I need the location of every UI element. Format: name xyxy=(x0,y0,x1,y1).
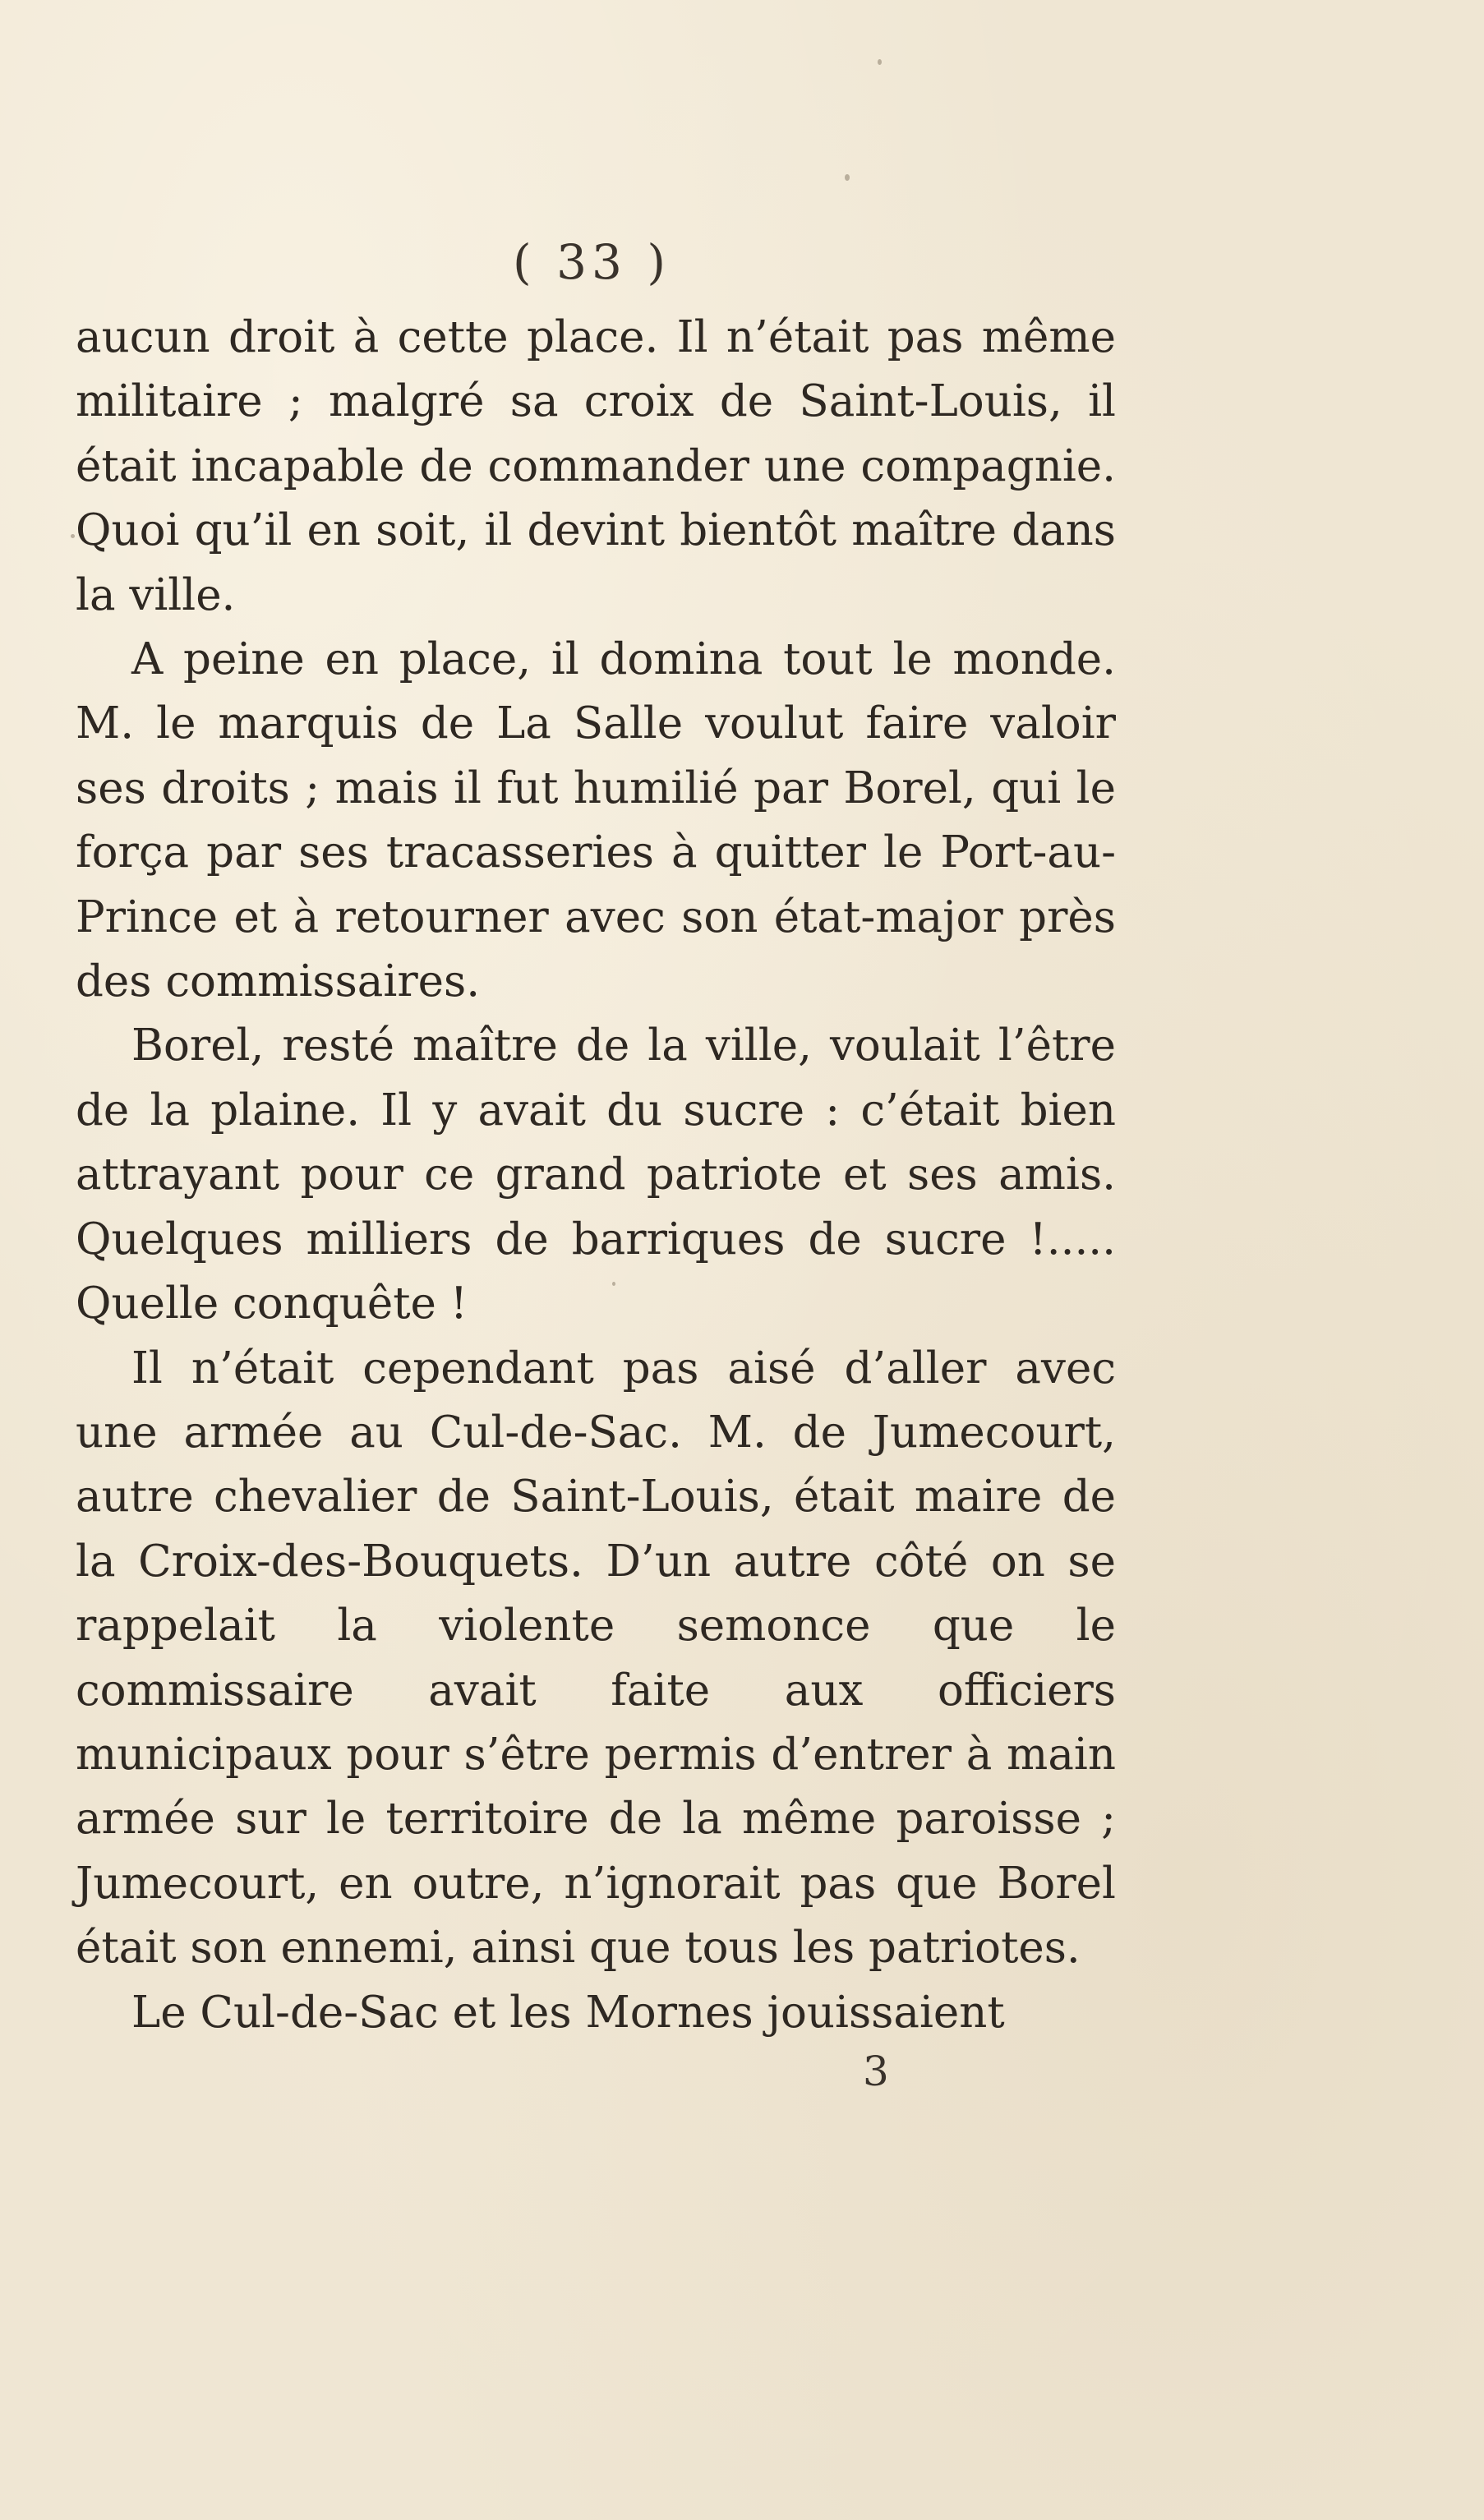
paragraph: A peine en place, il domina tout le monde. M. le marquis de La Salle voulut faire valoir ses droits ; mais il fut humilié par Borel, qui le força par ses tracasseries à quitter le Port-au-Prince et à retourner avec son état-major près des commissaires. xyxy=(76,634,1116,1007)
paragraph: Borel, resté maître de la ville, voulait l’être de la plaine. Il y avait du sucre : c’était bien attrayant pour ce grand patriote et ses amis. Quelques milliers de barriques de sucre !..... Quelle conquête ! xyxy=(76,1020,1116,1329)
page-number: ( 33 ) xyxy=(513,234,671,290)
paragraph: aucun droit à cette place. Il n’était pas même militaire ; malgré sa croix de Saint-Louis, il était incapable de commander une compagnie. Quoi qu’il en soit, il devint bientôt maître dans la ville. xyxy=(76,312,1116,620)
paper-speck xyxy=(878,59,882,65)
paper-speck xyxy=(845,174,850,181)
paper-speck xyxy=(71,534,75,538)
body-text xyxy=(76,306,1116,2045)
paragraph: Le Cul-de-Sac et les Mornes jouissaient xyxy=(131,1987,1005,2038)
paragraph: Il n’était cependant pas aisé d’aller avec une armée au Cul-de-Sac. M. de Jumecourt, autre chevalier de Saint-Louis, était maire de la Croix-des-Bouquets. D’un autre côté on se rappelait la violente semonce que le commissaire avait faite aux officiers municipaux pour s’être permis d’entrer à main armée sur le territoire de la même paroisse ; Jumecourt, en outre, n’ignorait pas que Borel était son ennemi, ainsi que tous les patriotes. xyxy=(76,1343,1116,1974)
signature-mark: 3 xyxy=(863,2048,889,2095)
